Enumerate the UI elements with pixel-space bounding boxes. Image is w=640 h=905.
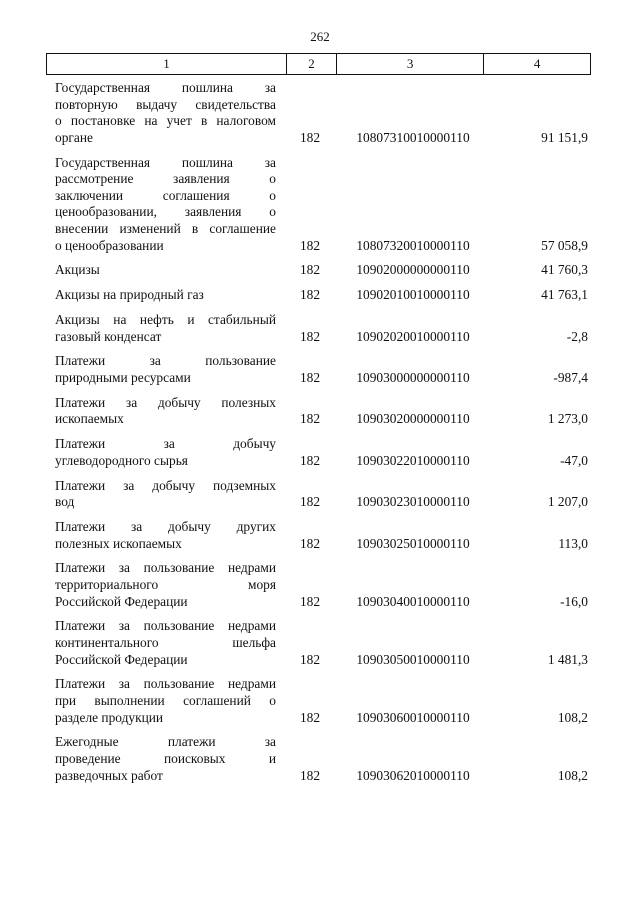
row-sum: 41 763,1 — [541, 287, 588, 303]
row-kbk: 10903060010000110 — [356, 709, 470, 725]
row-sum: -2,8 — [566, 328, 588, 344]
table-row — [0, 519, 640, 552]
table-row — [0, 436, 640, 469]
table-row — [0, 478, 640, 511]
row-name-line: углеводородного сырья — [55, 452, 188, 468]
row-name-line: рассмотрение заявления о — [55, 171, 276, 187]
row-sum: 108,2 — [557, 709, 588, 725]
row-kbk: 10903022010000110 — [356, 452, 470, 468]
row-name — [55, 155, 276, 255]
row-name — [55, 519, 276, 552]
row-name-line: заключении соглашения о — [55, 187, 276, 203]
row-name-line: континентального шельфа — [55, 634, 276, 650]
row-name-line: Государственная пошлина за — [55, 80, 276, 95]
row-code: 182 — [299, 129, 321, 145]
row-sum: 108,2 — [557, 767, 588, 783]
row-name — [55, 353, 276, 386]
table-row — [0, 676, 640, 726]
header-col-2: 2 — [286, 54, 336, 74]
row-kbk: 10903000000000110 — [356, 369, 470, 385]
row-kbk: 10807320010000110 — [356, 237, 470, 253]
row-code: 182 — [299, 452, 321, 468]
row-name-line: Российской Федерации — [55, 651, 188, 667]
row-name-line: Платежи за добычу — [55, 436, 276, 452]
row-name — [55, 618, 276, 668]
row-name-line: газовый конденсат — [55, 328, 162, 344]
table-header — [46, 53, 591, 75]
row-name-line: Платежи за добычу полезных — [55, 394, 276, 410]
table-row — [0, 155, 640, 255]
row-sum: 1 273,0 — [547, 411, 588, 427]
row-name-line: полезных ископаемых — [55, 535, 182, 551]
table-row — [0, 395, 640, 428]
row-code: 182 — [299, 262, 321, 278]
row-kbk: 10902000000000110 — [356, 262, 470, 278]
row-code: 182 — [299, 593, 321, 609]
row-name-line: проведение поисковых и — [55, 750, 276, 766]
row-name-line: повторную выдачу свидетельства — [55, 96, 276, 112]
row-name — [55, 478, 276, 511]
row-sum: -47,0 — [560, 452, 588, 468]
row-code: 182 — [299, 651, 321, 667]
row-name-line: Государственная пошлина за — [55, 154, 276, 170]
row-sum: 1 207,0 — [547, 494, 588, 510]
row-name-line: Платежи за пользование — [55, 353, 276, 369]
row-code: 182 — [299, 535, 321, 551]
row-name-line: Акцизы на нефть и стабильный — [55, 312, 276, 327]
row-kbk: 10903023010000110 — [356, 494, 470, 510]
row-kbk: 10903050010000110 — [356, 651, 470, 667]
row-code: 182 — [299, 287, 321, 303]
row-name-line: природными ресурсами — [55, 369, 191, 385]
row-code: 182 — [299, 237, 321, 253]
row-code: 182 — [299, 767, 321, 783]
row-name-line: разведочных работ — [55, 767, 163, 783]
row-code: 182 — [299, 709, 321, 725]
row-name-line: ценообразовании, заявления о — [55, 204, 276, 220]
row-sum: 57 058,9 — [541, 237, 588, 253]
row-name-line: внесении изменений в соглашение — [55, 220, 276, 236]
row-name-line: ископаемых — [55, 411, 124, 427]
row-name — [55, 262, 276, 279]
header-col-4: 4 — [483, 54, 590, 74]
row-kbk: 10902010010000110 — [356, 287, 470, 303]
row-name-line: вод — [55, 494, 75, 510]
table-row — [0, 312, 640, 345]
header-col-3: 3 — [336, 54, 483, 74]
row-kbk: 10903062010000110 — [356, 767, 470, 783]
table-row — [0, 618, 640, 668]
row-sum: -987,4 — [553, 369, 588, 385]
row-kbk: 10903020000000110 — [356, 411, 470, 427]
row-name-line: Платежи за пользование недрами — [55, 676, 276, 692]
row-name-line: Акцизы — [55, 262, 100, 278]
row-name — [55, 560, 276, 610]
row-name-line: Ежегодные платежи за — [55, 734, 276, 750]
row-kbk: 10902020010000110 — [356, 328, 470, 344]
table-row — [0, 80, 640, 146]
row-name — [55, 734, 276, 784]
row-name — [55, 287, 276, 304]
row-name — [55, 80, 276, 146]
row-name-line: о постановке на учет в налоговом — [55, 113, 276, 129]
row-sum: 91 151,9 — [541, 129, 588, 145]
table-row — [0, 734, 640, 784]
row-name-line: территориального моря — [55, 576, 276, 592]
row-sum: -16,0 — [560, 593, 588, 609]
row-name-line: разделе продукции — [55, 709, 164, 725]
row-sum: 1 481,3 — [547, 651, 588, 667]
row-name-line: Акцизы на природный газ — [55, 287, 204, 303]
row-name — [55, 676, 276, 726]
row-code: 182 — [299, 411, 321, 427]
row-code: 182 — [299, 494, 321, 510]
table-row — [0, 560, 640, 610]
row-name-line: Платежи за добычу других — [55, 519, 276, 534]
row-code: 182 — [299, 369, 321, 385]
row-name — [55, 395, 276, 428]
row-name-line: Платежи за пользование недрами — [55, 560, 276, 576]
row-name-line: Платежи за добычу подземных — [55, 477, 276, 493]
row-code: 182 — [299, 328, 321, 344]
table-row — [0, 353, 640, 386]
row-sum: 113,0 — [558, 535, 588, 551]
row-name-line: Платежи за пользование недрами — [55, 618, 276, 634]
row-sum: 41 760,3 — [541, 262, 588, 278]
row-name-line: Российской Федерации — [55, 593, 188, 609]
row-kbk: 10903040010000110 — [356, 593, 470, 609]
table-row — [0, 287, 640, 304]
row-kbk: 10903025010000110 — [356, 535, 470, 551]
header-col-1: 1 — [163, 56, 170, 71]
page-number: 262 — [310, 29, 330, 44]
row-name-line: о ценообразовании — [55, 237, 164, 253]
row-name-line: органе — [55, 129, 93, 145]
row-kbk: 10807310010000110 — [356, 129, 470, 145]
row-name — [55, 312, 276, 345]
row-name-line: при выполнении соглашений о — [55, 692, 276, 708]
row-name — [55, 436, 276, 469]
table-row — [0, 262, 640, 279]
